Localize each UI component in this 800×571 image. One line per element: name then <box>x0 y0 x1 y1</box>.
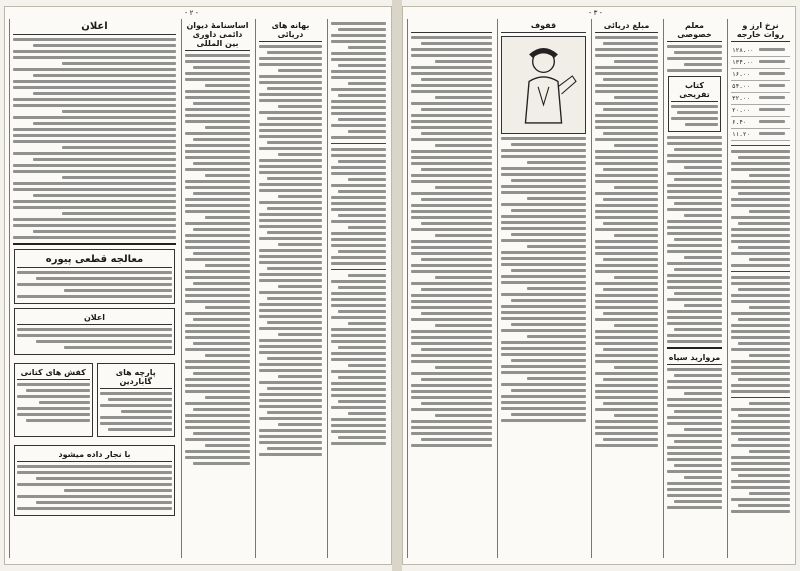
left-col-ads <box>9 19 179 558</box>
ad-shoes <box>14 363 93 437</box>
exchange-value: ۲۰.۰۰ <box>731 105 758 117</box>
left-page <box>4 6 392 565</box>
exchange-label-placeholder <box>758 57 790 69</box>
right-col-5 <box>727 19 793 558</box>
sea-article-headline: بهانه های دریائی <box>259 21 322 42</box>
ad-row <box>13 359 176 441</box>
left-col-sea <box>255 19 325 558</box>
ad-beauty <box>14 249 175 304</box>
teacher-headline: معلم خصوصی <box>667 21 722 42</box>
exchange-headline: نرخ ارز و روات خارجه <box>731 21 790 42</box>
exchange-value: ۱۶.۰۰ <box>731 69 758 81</box>
exchange-row <box>731 45 790 57</box>
exchange-label-placeholder <box>758 117 790 129</box>
left-page-number: - ۲ - <box>185 9 198 17</box>
exchange-value: ۱۲۸.۰۰ <box>731 45 758 57</box>
exchange-table <box>731 45 790 141</box>
pearls-headline: مروارید سیاه <box>667 353 722 365</box>
exchange-row <box>731 81 790 93</box>
illus-caption: قفوف <box>501 21 586 33</box>
sea-article-body <box>259 45 322 456</box>
left-col-court <box>181 19 253 558</box>
exchange-label-placeholder <box>758 105 790 117</box>
pearls-headline-left <box>411 21 492 33</box>
advertisement-illustration <box>501 36 586 134</box>
figure-illustration-icon <box>502 37 585 133</box>
exchange-row <box>731 69 790 81</box>
ad-beauty-headline: معالجه قطعی پیوره <box>17 254 172 268</box>
exchange-label-placeholder <box>758 93 790 105</box>
exchange-row <box>731 117 790 129</box>
exchange-row <box>731 129 790 141</box>
exchange-row <box>731 105 790 117</box>
exchange-row <box>731 57 790 69</box>
exchange-row <box>731 93 790 105</box>
ad-sale-headline: با نجار داده میشود <box>17 450 172 462</box>
book-box <box>668 76 721 132</box>
elan-top-body <box>13 38 176 239</box>
ad-fabrics-headline: پارچه های گاباردین <box>100 368 173 389</box>
right-col-3 <box>591 19 661 558</box>
page-gutter <box>392 0 402 571</box>
elan-top-headline: اعلان <box>13 21 176 35</box>
elan-mid-headline: اعلان <box>17 313 172 325</box>
left-news-body <box>331 22 386 445</box>
exchange-label-placeholder <box>758 69 790 81</box>
right-page <box>402 6 796 565</box>
ad-shoes-headline: کفش های کتانی <box>17 368 90 380</box>
exchange-value: ۶.۴۰ <box>731 117 758 129</box>
court-article-body <box>185 54 250 465</box>
right-page-number: - ۳ - <box>589 9 602 17</box>
right-col-2 <box>497 19 589 558</box>
right-col-1 <box>407 19 495 558</box>
exchange-value: ۱۳۴.۰۰ <box>731 57 758 69</box>
book-headline: کتاب تفریحی <box>671 81 718 102</box>
exchange-value: ۵۴.۰۰ <box>731 81 758 93</box>
exchange-value: ۱۱.۲۰ <box>731 129 758 141</box>
left-col-news <box>327 19 389 558</box>
ad-fabrics <box>97 363 176 437</box>
ad-sale <box>14 445 175 516</box>
exchange-label-placeholder <box>758 129 790 141</box>
exchange-label-placeholder <box>758 45 790 57</box>
elan-mid <box>14 308 175 355</box>
court-article-headline: اساسنامهٔ دیوان دائمی داوری بین المللی <box>185 21 250 51</box>
exchange-label-placeholder <box>758 81 790 93</box>
exchange-value: ۳۲.۰۰ <box>731 93 758 105</box>
sea-photo-headline: مبلغ دریائی <box>595 21 658 33</box>
right-col-4 <box>663 19 725 558</box>
